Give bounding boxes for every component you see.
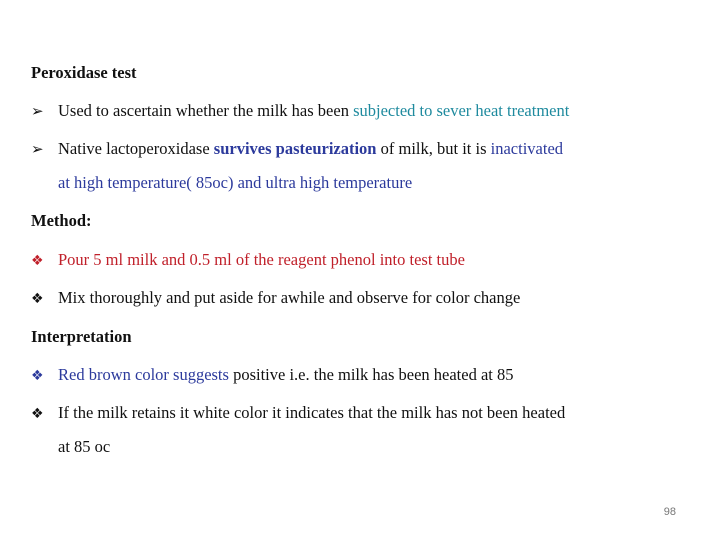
bullet-pour-milk [31,249,465,272]
bullet-heat-treatment [31,100,569,122]
highlight-text: inactivated [490,139,564,158]
bullet-text: Used to ascertain whether the milk has been [58,101,354,120]
arrow-bullet-icon: ➢ [31,102,44,120]
bullet-text: If the milk retains it white color it indicates that the milk has not been heated [58,403,566,422]
bullet-text: Native lactoperoxidase [58,139,214,158]
arrow-bullet-icon: ➢ [31,140,44,158]
highlight-text: subjected to sever heat treatment [353,101,570,120]
heading-method: Method: [31,211,92,230]
highlight-text: Red brown color suggests [58,365,229,384]
diamond-bullet-icon: ❖ [31,253,44,269]
diamond-bullet-icon: ❖ [31,406,44,422]
diamond-bullet-icon: ❖ [31,368,44,384]
heading-peroxidase-test: Peroxidase test [31,63,137,82]
bullet-lactoperoxidase-continuation: at high temperature( 85oc) and ultra high temperature [58,173,413,192]
bullet-white-color-continuation: at 85 oc [58,437,111,456]
bullet-red-brown [31,364,514,387]
bullet-text: Pour 5 ml milk and 0.5 ml of the reagent phenol into test tube [58,250,465,269]
diamond-bullet-icon: ❖ [31,291,44,307]
bullet-text: Mix thoroughly and put aside for awhile and observe for color change [58,288,521,307]
bullet-white-color [31,402,565,425]
highlight-text: survives pasteurization [213,139,377,158]
bullet-text: positive i.e. the milk has been heated at 85 [228,365,514,384]
heading-interpretation: Interpretation [31,327,132,346]
page-number: 98 [663,506,676,518]
bullet-lactoperoxidase [31,138,563,160]
bullet-mix-thoroughly [31,287,520,310]
bullet-text: of milk, but it is [376,139,491,158]
